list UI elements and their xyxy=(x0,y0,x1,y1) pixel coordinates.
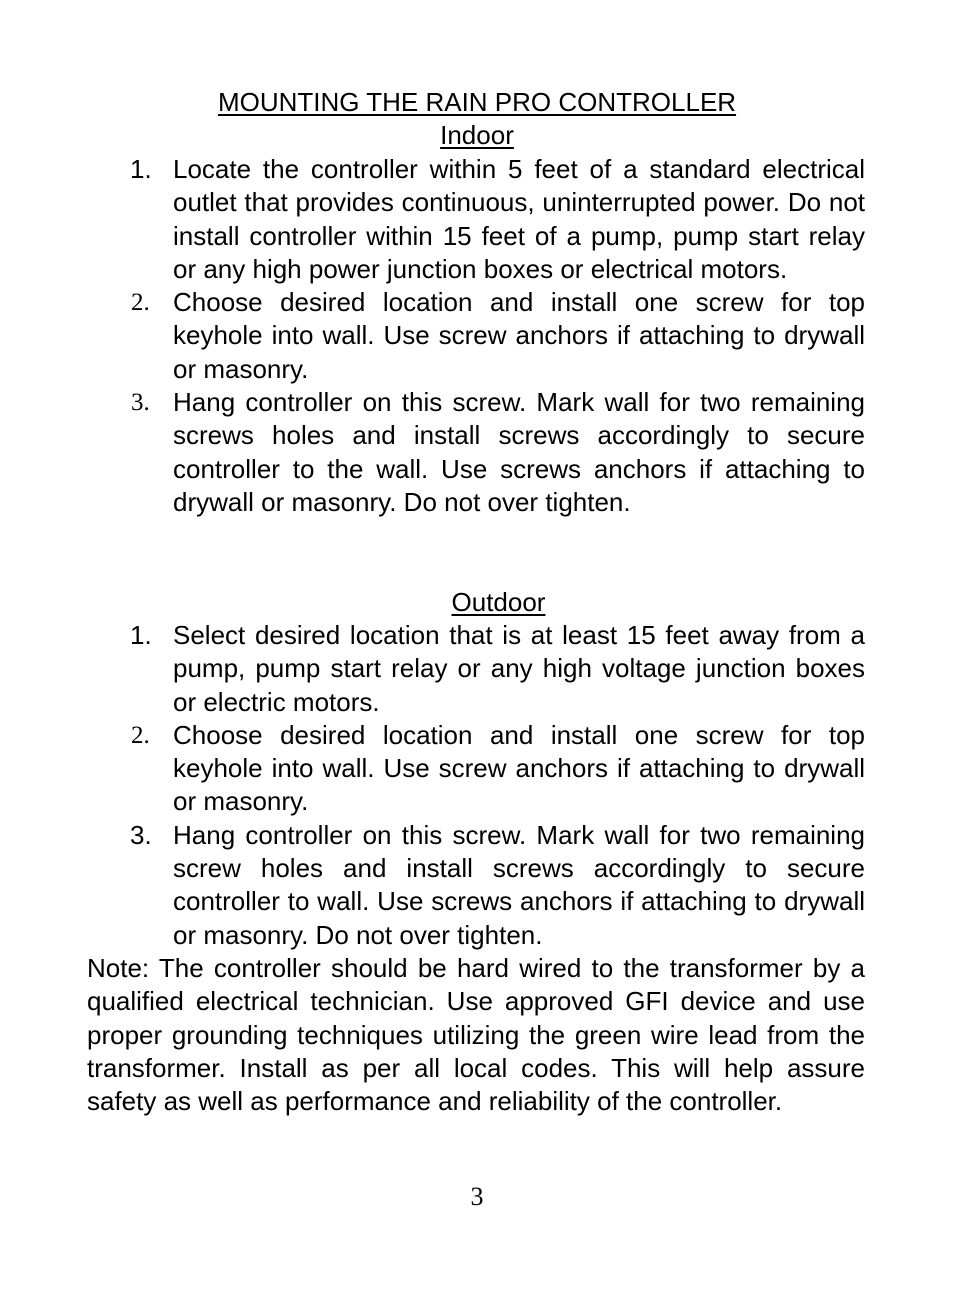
outdoor-step-1 xyxy=(0,619,954,719)
installation-note: Note: The controller should be hard wired to the transformer by a qualified electrical technician. Use approved GFI device and use proper grounding techniques utilizing the green wire lead from the transformer. Install as per all local codes. This will help assure safety as well as performance and reliability of the controller. xyxy=(87,953,865,1117)
outdoor-step-3-number: 3. xyxy=(130,819,152,850)
page-title: MOUNTING THE RAIN PRO CONTROLLER xyxy=(217,87,737,117)
indoor-step-3-number: 3. xyxy=(131,389,150,417)
outdoor-steps-list xyxy=(0,619,954,952)
indoor-heading: Indoor xyxy=(440,120,514,150)
indoor-steps-list xyxy=(0,153,954,519)
outdoor-step-3 xyxy=(0,819,954,952)
indoor-step-2-text: Choose desired location and install one screw for top keyhole into wall. Use screw anchors if attaching to drywall or masonry. xyxy=(173,287,865,384)
outdoor-step-2 xyxy=(0,719,954,819)
outdoor-step-1-number: 1. xyxy=(130,620,152,650)
outdoor-step-1-text: Select desired location that is at least 15 feet away from a pump, pump start relay or any high voltage junction boxes or electric motors. xyxy=(173,620,865,717)
indoor-step-1 xyxy=(0,153,954,286)
outdoor-step-2-number: 2. xyxy=(131,721,150,749)
indoor-step-3 xyxy=(0,386,954,519)
indoor-step-1-number: 1. xyxy=(130,154,152,184)
indoor-step-2-number: 2. xyxy=(131,289,150,317)
outdoor-step-3-text: Hang controller on this screw. Mark wall for two remaining screw holes and install screws accordingly to secure controller to wall. Use screws anchors if attaching to drywall or masonry. Do not over tighten. xyxy=(173,819,865,950)
outdoor-step-2-text: Choose desired location and install one screw for top keyhole into wall. Use screw anchors if attaching to drywall or masonry. xyxy=(173,719,865,817)
indoor-step-1-text: Locate the controller within 5 feet of a standard electrical outlet that provides continuous, uninterrupted power. Do not install controller within 15 feet of a pump, pump start relay or any high power junction boxes or electrical motors. xyxy=(173,154,865,284)
outdoor-heading: Outdoor xyxy=(451,587,546,617)
page-number: 3 xyxy=(470,1182,484,1211)
indoor-step-3-text: Hang controller on this screw. Mark wall for two remaining screws holes and install screws accordingly to secure controller to the wall. Use screws anchors if attaching to drywall or masonry. Do not over tighten. xyxy=(173,387,865,517)
indoor-step-2 xyxy=(0,286,954,386)
